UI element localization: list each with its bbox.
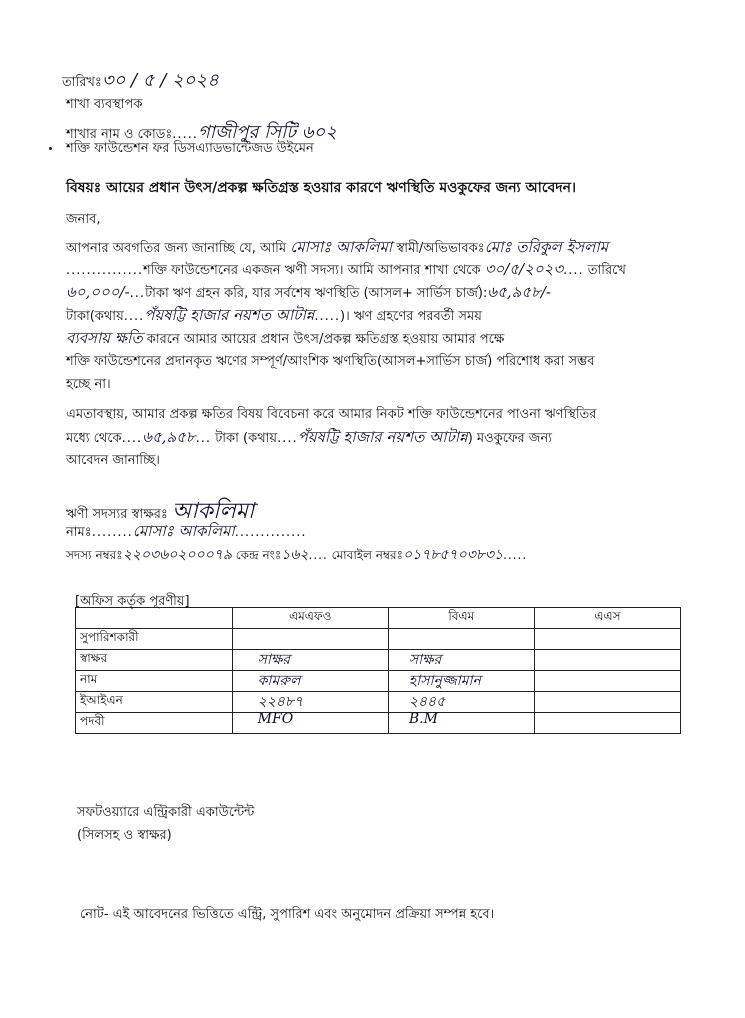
- member-name-handwritten: মোসাঃ আকলিমা: [290, 238, 393, 256]
- guardian-name-handwritten: মোঃ তরিকুল ইসলাম: [484, 238, 609, 256]
- table-cell: B.M: [388, 713, 534, 734]
- waiver-words-handwritten: পঁয়ষট্টি হাজার নয়শত আটান্ন: [297, 428, 468, 446]
- table-row: [76, 692, 681, 713]
- row-label: ইআইএন: [76, 692, 233, 713]
- para1-text3: শক্তি ফাউন্ডেশনের একজন ঋণী সদস্য। আমি আপনার শাখা থেকে: [143, 263, 481, 278]
- reason-handwritten: ব্যবসায় ক্ষতি: [66, 329, 143, 347]
- column-header-bm: বিএম: [388, 608, 534, 629]
- bullet-mark: [49, 147, 52, 150]
- table-cell: [534, 713, 680, 734]
- member-name-label: নামঃ: [66, 525, 92, 540]
- salutation: জনাব,: [66, 212, 101, 227]
- para1-text4: তারিখে: [587, 263, 626, 278]
- accountant-title: সফটওয়্যারে এন্ট্রিকারী একাউন্টেন্ট: [77, 805, 255, 820]
- para1-text8: কারনে আমার আয়ের প্রধান উৎস/প্রকল্প ক্ষতিগ্রস্ত হওয়ায় আমার পক্ষে: [146, 332, 505, 347]
- para2-line2: মধ্যে থেকে....৬৫,৯৫৮... টাকা (কথায়....পঁয়ষট্টি হাজার নয়শত আটান্ন) মওকুফের জন্য: [66, 428, 552, 446]
- table-cell: [232, 629, 388, 650]
- member-name-line: নামঃ........মোসাঃ আকলিমা..............: [66, 522, 307, 540]
- para1-line1: [66, 236, 608, 260]
- para1-text5: টাকা ঋণ গ্রহন করি, যার সর্বশেষ ঋণস্থিতি (আসল+ সার্ভিস চার্জ):: [145, 286, 488, 301]
- table-cell: [534, 671, 680, 692]
- para1-text1: আপনার অবগতির জন্য জানাচ্ছি যে, আমি: [66, 241, 287, 256]
- balance-words-handwritten: পঁয়ষট্টি হাজার নয়শত আটান্ন: [144, 306, 315, 324]
- date-label: তারিখঃ: [62, 75, 102, 90]
- date-line: [62, 66, 219, 97]
- row-label: পদবী: [76, 713, 233, 734]
- subject-line: বিষয়ঃ আয়ের প্রধান উৎস/প্রকল্প ক্ষতিগ্রস্ত হওয়ার কারণে ঋণস্থিতি মওকুফের জন্য আবেদন।: [66, 180, 576, 196]
- table-row: [76, 629, 681, 650]
- table-cell: [388, 629, 534, 650]
- table-cell: [76, 608, 233, 629]
- bm-signature-cell: [388, 650, 534, 671]
- member-name-value: মোসাঃ আকলিমা: [132, 522, 235, 540]
- office-table: [75, 607, 681, 734]
- table-row: [76, 671, 681, 692]
- para2-text2: মধ্যে থেকে: [66, 431, 122, 446]
- para1-line7: হচ্ছে না।: [66, 377, 111, 392]
- para2-text3: টাকা (কথায়: [215, 431, 278, 446]
- bm-signature: সাক্ষর: [408, 652, 442, 668]
- addressee-title: শাখা ব্যবস্থাপক: [66, 97, 143, 112]
- table-cell: ২২৪৮৭: [232, 692, 388, 713]
- loan-amount-handwritten: ৬০,০০০/-: [66, 283, 130, 301]
- para1-line5: [66, 327, 504, 351]
- para2-line3: আবেদন জানাচ্ছি।: [66, 453, 160, 468]
- table-cell: [534, 650, 680, 671]
- table-cell: MFO: [232, 713, 388, 734]
- branch-label: শাখার নাম ও কোডঃ: [66, 127, 173, 142]
- balance-handwritten: ৬৫,৯৫৮/-: [487, 283, 551, 301]
- accountant-seal-note: (সিলসহ ও স্বাক্ষর): [77, 828, 172, 843]
- column-header-as: এএস: [534, 608, 680, 629]
- mfo-signature: সাক্ষর: [257, 652, 290, 668]
- member-number-label: সদস্য নম্বরঃ: [66, 548, 123, 562]
- table-cell: ২৪৪৫: [388, 692, 534, 713]
- para1-line6: শক্তি ফাউন্ডেশনের প্রদানকৃত ঋণের সম্পূর্ণ/আংশিক ঋণস্থিতি(আসল+সার্ভিস চার্জ) পরিশোধ করা সম্ভব: [66, 354, 595, 369]
- office-caption: [অফিস কর্তৃক পূরণীয়]: [75, 594, 190, 609]
- para1-text6: টাকা(কথায়: [66, 309, 124, 324]
- branch-line: শাখার নাম ও কোডঃ.....গাজীপুর সিটি ৬০২: [66, 122, 337, 143]
- member-ids-line: সদস্য নম্বরঃ২২০৩৬০২০০০৭৯ কেন্দ্র নংঃ১৬২.... মোবাইল নম্বরঃ০১৭৮৫৭০৩৮৩১.....: [66, 547, 528, 563]
- table-header-row: [76, 608, 681, 629]
- para2-line1: এমতাবস্থায়, আমার প্রকল্প ক্ষতির বিষয় বিবেচনা করে আমার নিকট শক্তি ফাউন্ডেশনের পাওনা ঋণস্থিতির: [66, 407, 597, 422]
- para1-text7: )। ঋণ গ্রহণের পরবর্তী সময়: [340, 309, 482, 324]
- table-row: [76, 713, 681, 734]
- member-signature-label: ঋণী সদস্যর স্বাক্ষরঃ: [66, 507, 168, 522]
- waiver-amount-handwritten: ৬৫,৯৫৮: [142, 428, 196, 446]
- row-label: সুপারিশকারী: [76, 629, 233, 650]
- para1-line2: ...............শক্তি ফাউন্ডেশনের একজন ঋণী সদস্য। আমি আপনার শাখা থেকে ৩০/৫/২০২৩.... তারিখে: [66, 260, 626, 278]
- footer-note: নোট- এই আবেদনের ভিত্তিতে এন্ট্রি, সুপারিশ এবং অনুমোদন প্রক্রিয়া সম্পন্ন হবে।: [80, 907, 495, 922]
- table-cell: [534, 629, 680, 650]
- mfo-signature-cell: [232, 650, 388, 671]
- member-number-value: ২২০৩৬০২০০০৭৯: [122, 547, 232, 563]
- row-label: নাম: [76, 671, 233, 692]
- table-cell: কামরুল: [232, 671, 388, 692]
- member-signature-handwritten: আকলিমা: [171, 499, 255, 524]
- column-header-mfo: এমএফও: [232, 608, 388, 629]
- para1-line3: ৬০,০০০/-...টাকা ঋণ গ্রহন করি, যার সর্বশেষ ঋণস্থিতি (আসল+ সার্ভিস চার্জ):৬৫,৯৫৮/-: [66, 283, 551, 301]
- center-value: ১৬২: [281, 547, 309, 563]
- para1-text2: স্বামী/অভিভাবকঃ: [396, 241, 485, 256]
- row-label: স্বাক্ষর: [76, 650, 233, 671]
- table-cell: [534, 692, 680, 713]
- para2-text4: ) মওকুফের জন্য: [467, 431, 552, 446]
- table-cell: হাসানুজ্জামান: [388, 671, 534, 692]
- branch-value: গাজীপুর সিটি ৬০২: [197, 122, 337, 143]
- date-value: ৩০ / ৫ / ২০২৪: [101, 70, 219, 91]
- center-label: কেন্দ্র নংঃ: [235, 548, 282, 562]
- mobile-label: মোবাইল নম্বরঃ: [331, 548, 404, 562]
- organization-name: শক্তি ফাউন্ডেশন ফর ডিসএ্যাডভান্টেজড উইমেন: [66, 141, 314, 156]
- table-row: [76, 650, 681, 671]
- mobile-value: ০১৭৮৫৭০৩৮৩১: [403, 547, 504, 563]
- loan-date-handwritten: ৩০/৫/২০২৩: [484, 260, 564, 278]
- para1-line4: টাকা(কথায়....পঁয়ষট্টি হাজার নয়শত আটান্ন.....)। ঋণ গ্রহণের পরবর্তী সময়: [66, 306, 482, 324]
